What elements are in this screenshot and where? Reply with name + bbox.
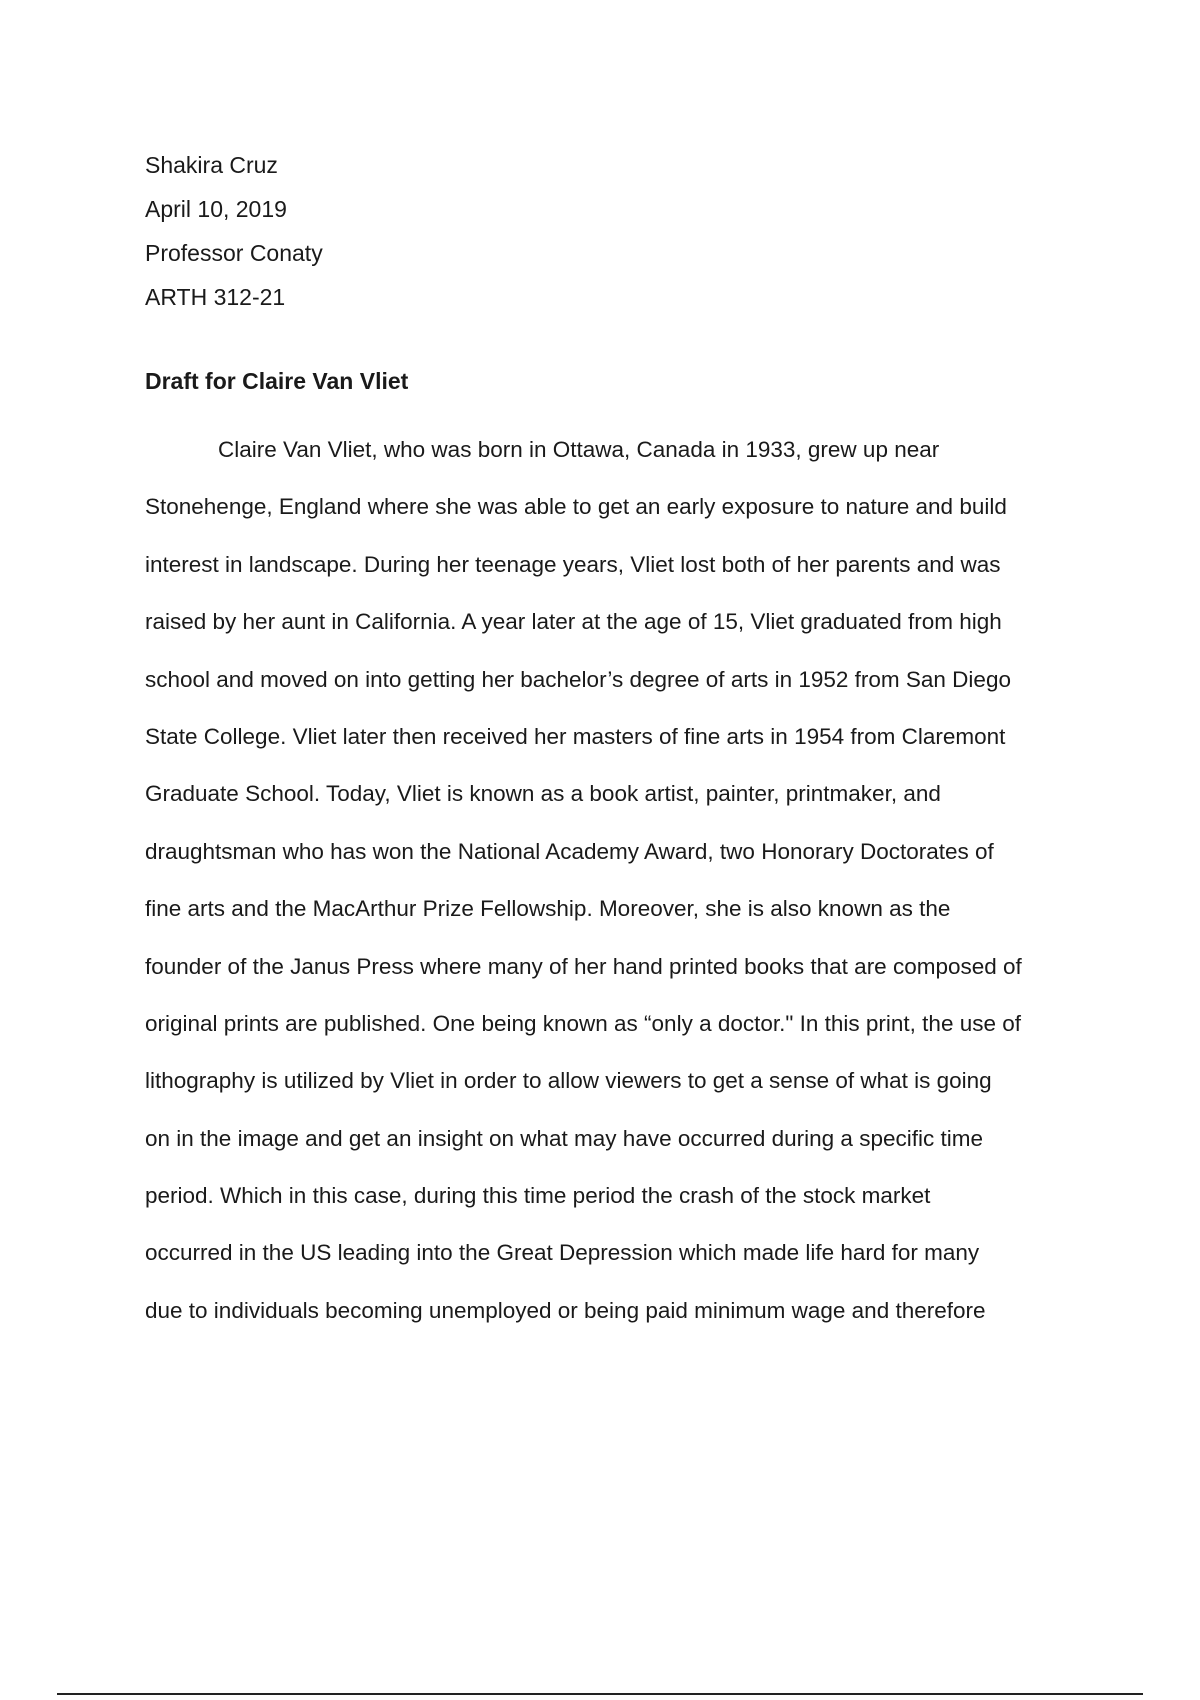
document-date: April 10, 2019	[145, 196, 287, 222]
paragraph-line: occurred in the US leading into the Great Depression which made life hard for many	[145, 1240, 980, 1266]
document-title: Draft for Claire Van Vliet	[145, 368, 409, 394]
page-bottom-divider	[57, 1693, 1143, 1695]
paragraph-line: lithography is utilized by Vliet in order to allow viewers to get a sense of what is going	[145, 1068, 992, 1094]
paragraph-line: Claire Van Vliet, who was born in Ottawa, Canada in 1933, grew up near	[218, 437, 940, 462]
paragraph-line: due to individuals becoming unemployed or being paid minimum wage and therefore	[145, 1297, 986, 1323]
paragraph-line: on in the image and get an insight on what may have occurred during a specific time	[145, 1125, 983, 1151]
author-name: Shakira Cruz	[145, 152, 278, 178]
paragraph-line: Stonehenge, England where she was able to get an early exposure to nature and build	[145, 494, 1007, 520]
paragraph-line: interest in landscape. During her teenage years, Vliet lost both of her parents and was	[145, 551, 1001, 577]
body-paragraph	[145, 421, 1095, 1339]
paragraph-line: fine arts and the MacArthur Prize Fellowship. Moreover, she is also known as the	[145, 896, 951, 922]
paragraph-line: State College. Vliet later then received her masters of fine arts in 1954 from Claremont	[145, 723, 1006, 749]
professor-name: Professor Conaty	[145, 240, 323, 266]
paragraph-line: draughtsman who has won the National Academy Award, two Honorary Doctorates of	[145, 838, 994, 864]
course-code: ARTH 312-21	[145, 284, 286, 310]
paragraph-line: original prints are published. One being known as “only a doctor." In this print, the use of	[145, 1010, 1021, 1036]
paragraph-line: period. Which in this case, during this time period the crash of the stock market	[145, 1183, 931, 1209]
paragraph-line: raised by her aunt in California. A year later at the age of 15, Vliet graduated from high	[145, 609, 1002, 635]
paragraph-line: Graduate School. Today, Vliet is known as a book artist, painter, printmaker, and	[145, 781, 941, 807]
paragraph-line: founder of the Janus Press where many of her hand printed books that are composed of	[145, 953, 1022, 979]
paragraph-line: school and moved on into getting her bachelor’s degree of arts in 1952 from San Diego	[145, 666, 1011, 692]
document-header	[145, 143, 745, 319]
